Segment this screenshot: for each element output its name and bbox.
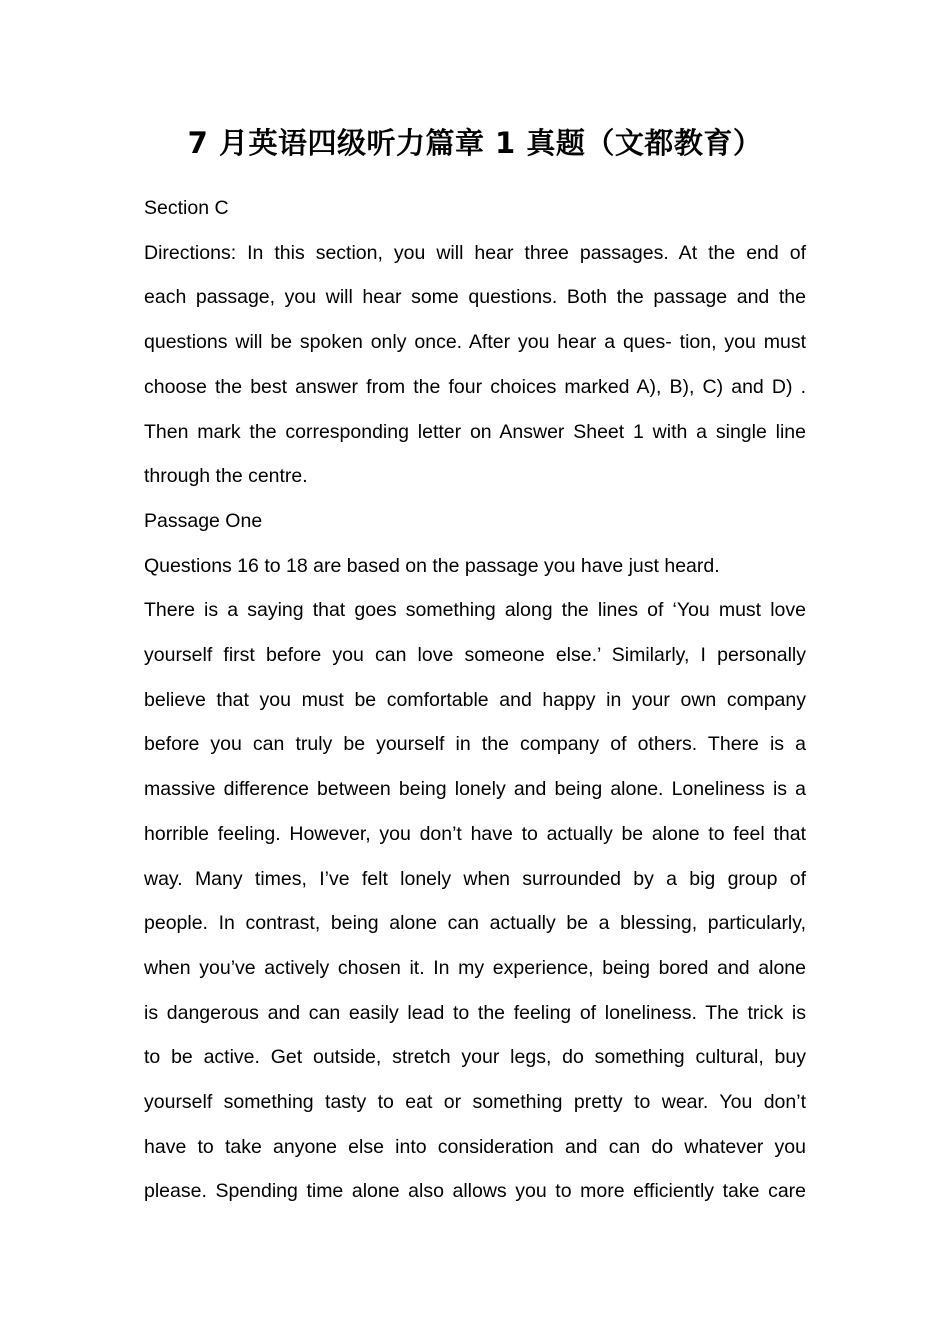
passage-paragraph — [144, 588, 806, 1214]
section-heading: Section C — [144, 197, 229, 219]
passage-line: have to take anyone else into consideration and can do whatever you — [144, 1135, 806, 1158]
directions-line: through the centre. — [144, 465, 308, 488]
directions-line: choose the best answer from the four choices marked A), B), C) and D) . — [144, 375, 806, 398]
passage-line: massive difference between being lonely and being alone. Loneliness is a — [144, 778, 806, 801]
directions-line: Directions: In this section, you will hear three passages. At the end of — [144, 241, 806, 264]
passage-heading: Passage One — [144, 509, 263, 532]
directions-line: questions will be spoken only once. After you hear a ques- tion, you must — [144, 331, 806, 354]
directions-line: each passage, you will hear some questions. Both the passage and the — [144, 286, 806, 309]
document-page — [144, 118, 806, 1214]
passage-line: when you’ve actively chosen it. In my experience, being bored and alone — [144, 956, 806, 979]
passage-line: horrible feeling. However, you don’t have to actually be alone to feel that — [144, 822, 806, 845]
passage-line: yourself something tasty to eat or something pretty to wear. You don’t — [144, 1091, 806, 1114]
questions-note: Questions 16 to 18 are based on the passage you have just heard. — [144, 554, 720, 577]
passage-line: is dangerous and can easily lead to the feeling of loneliness. The trick is — [144, 1001, 806, 1024]
directions-paragraph — [144, 231, 806, 499]
passage-line: There is a saying that goes something along the lines of ‘You must love — [144, 599, 806, 622]
passage-line: to be active. Get outside, stretch your legs, do something cultural, buy — [144, 1046, 806, 1069]
passage-line: please. Spending time alone also allows you to more efficiently take care — [144, 1180, 806, 1203]
passage-line: yourself first before you can love someone else.’ Similarly, I personally — [144, 644, 806, 667]
passage-line: before you can truly be yourself in the company of others. There is a — [144, 733, 806, 756]
page-title: 7 月英语四级听力篇章 1 真题（文都教育） — [187, 126, 763, 160]
directions-line: Then mark the corresponding letter on Answer Sheet 1 with a single line — [144, 420, 806, 443]
passage-line: believe that you must be comfortable and happy in your own company — [144, 688, 806, 711]
passage-line: people. In contrast, being alone can actually be a blessing, particularly, — [144, 912, 806, 935]
passage-line: way. Many times, I’ve felt lonely when surrounded by a big group of — [144, 867, 806, 890]
